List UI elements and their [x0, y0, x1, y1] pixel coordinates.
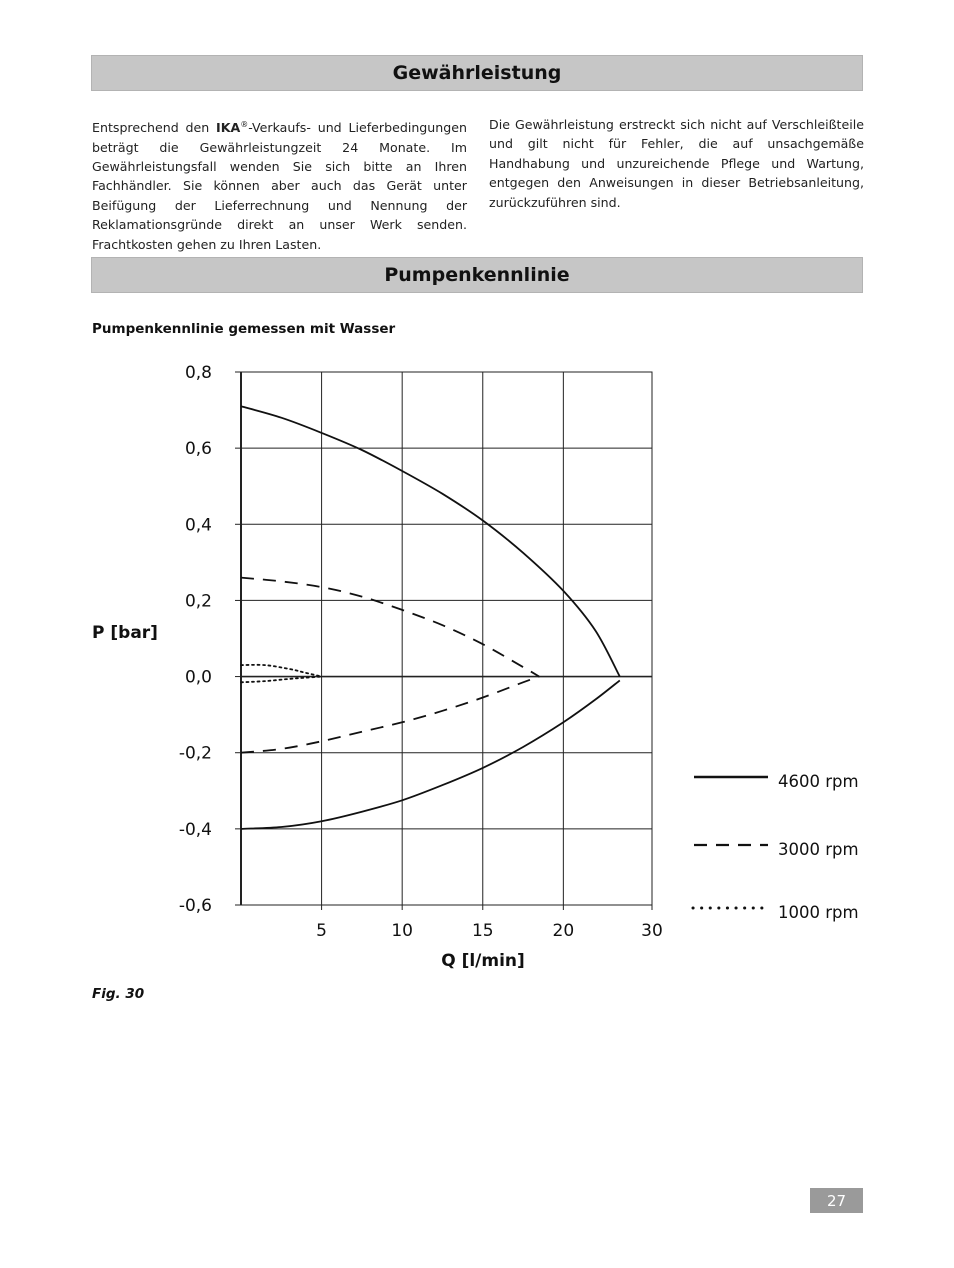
chart-title: Pumpenkennlinie gemessen mit Wasser — [92, 321, 396, 337]
x-axis-label: Q [l/min] — [441, 951, 525, 971]
series-line-3000-rpm-lower — [241, 677, 539, 753]
x-tick-label: 15 — [471, 921, 494, 941]
series-line-1000-rpm-lower — [241, 677, 322, 683]
series-line-1000-rpm-upper — [241, 665, 322, 677]
warranty-left-post: -Verkaufs- und Lieferbedingungen beträgt die Gewährleistungzeit 24 Monate. Im Gewährleistungsfall wenden Sie sich bitte an Ihren Fachhändler. Sie können aber auch das Gerät unter Beifügung der Lieferrechnung und Nennung der Reklamationsgründe direkt an unser Werk senden. Frachtkosten gehen zu Ihren Lasten. — [92, 120, 467, 252]
x-tick-label: 5 — [316, 921, 328, 941]
x-tick-label: 10 — [391, 921, 413, 941]
ika-brand: IKA — [216, 120, 241, 136]
page-number — [810, 1188, 863, 1213]
y-tick-label: 0,2 — [184, 591, 212, 612]
warranty-left-pre: Entsprechend den — [92, 120, 217, 136]
y-axis-label: P [bar] — [92, 623, 158, 643]
x-tick-label: 20 — [552, 921, 575, 941]
chart-axes — [92, 363, 663, 971]
registered-mark: ® — [240, 120, 249, 129]
y-tick-label: 0,4 — [184, 515, 212, 536]
warranty-title: Gewährleistung — [392, 62, 562, 84]
figure-label: Fig. 30 — [92, 986, 145, 1002]
legend-label: 3000 rpm — [778, 840, 859, 859]
page-number-text: 27 — [826, 1191, 847, 1210]
legend-label: 4600 rpm — [778, 772, 859, 791]
x-tick-label: 30 — [641, 921, 663, 941]
warranty-right-text: Die Gewährleistung erstreckt sich nicht auf Verschleißteile und gilt nicht für Fehler, die auf unsachgemäße Handhabung und unzureichende Pflege und Wartung, entgegen den Anweisungen in dieser Betriebsanleitung, zurückzuführen sind. — [489, 117, 864, 210]
y-tick-label: 0,6 — [184, 439, 212, 460]
y-tick-label: 0,0 — [184, 667, 212, 688]
y-tick-label: -0,4 — [178, 819, 212, 840]
legend-label: 1000 rpm — [778, 903, 859, 922]
pump-title: Pumpenkennlinie — [384, 264, 570, 286]
y-tick-label: -0,2 — [178, 743, 212, 764]
chart-legend — [693, 772, 859, 922]
y-tick-label: -0,6 — [178, 896, 212, 916]
series-line-3000-rpm-upper — [241, 578, 539, 677]
y-tick-label: 0,8 — [184, 363, 212, 383]
